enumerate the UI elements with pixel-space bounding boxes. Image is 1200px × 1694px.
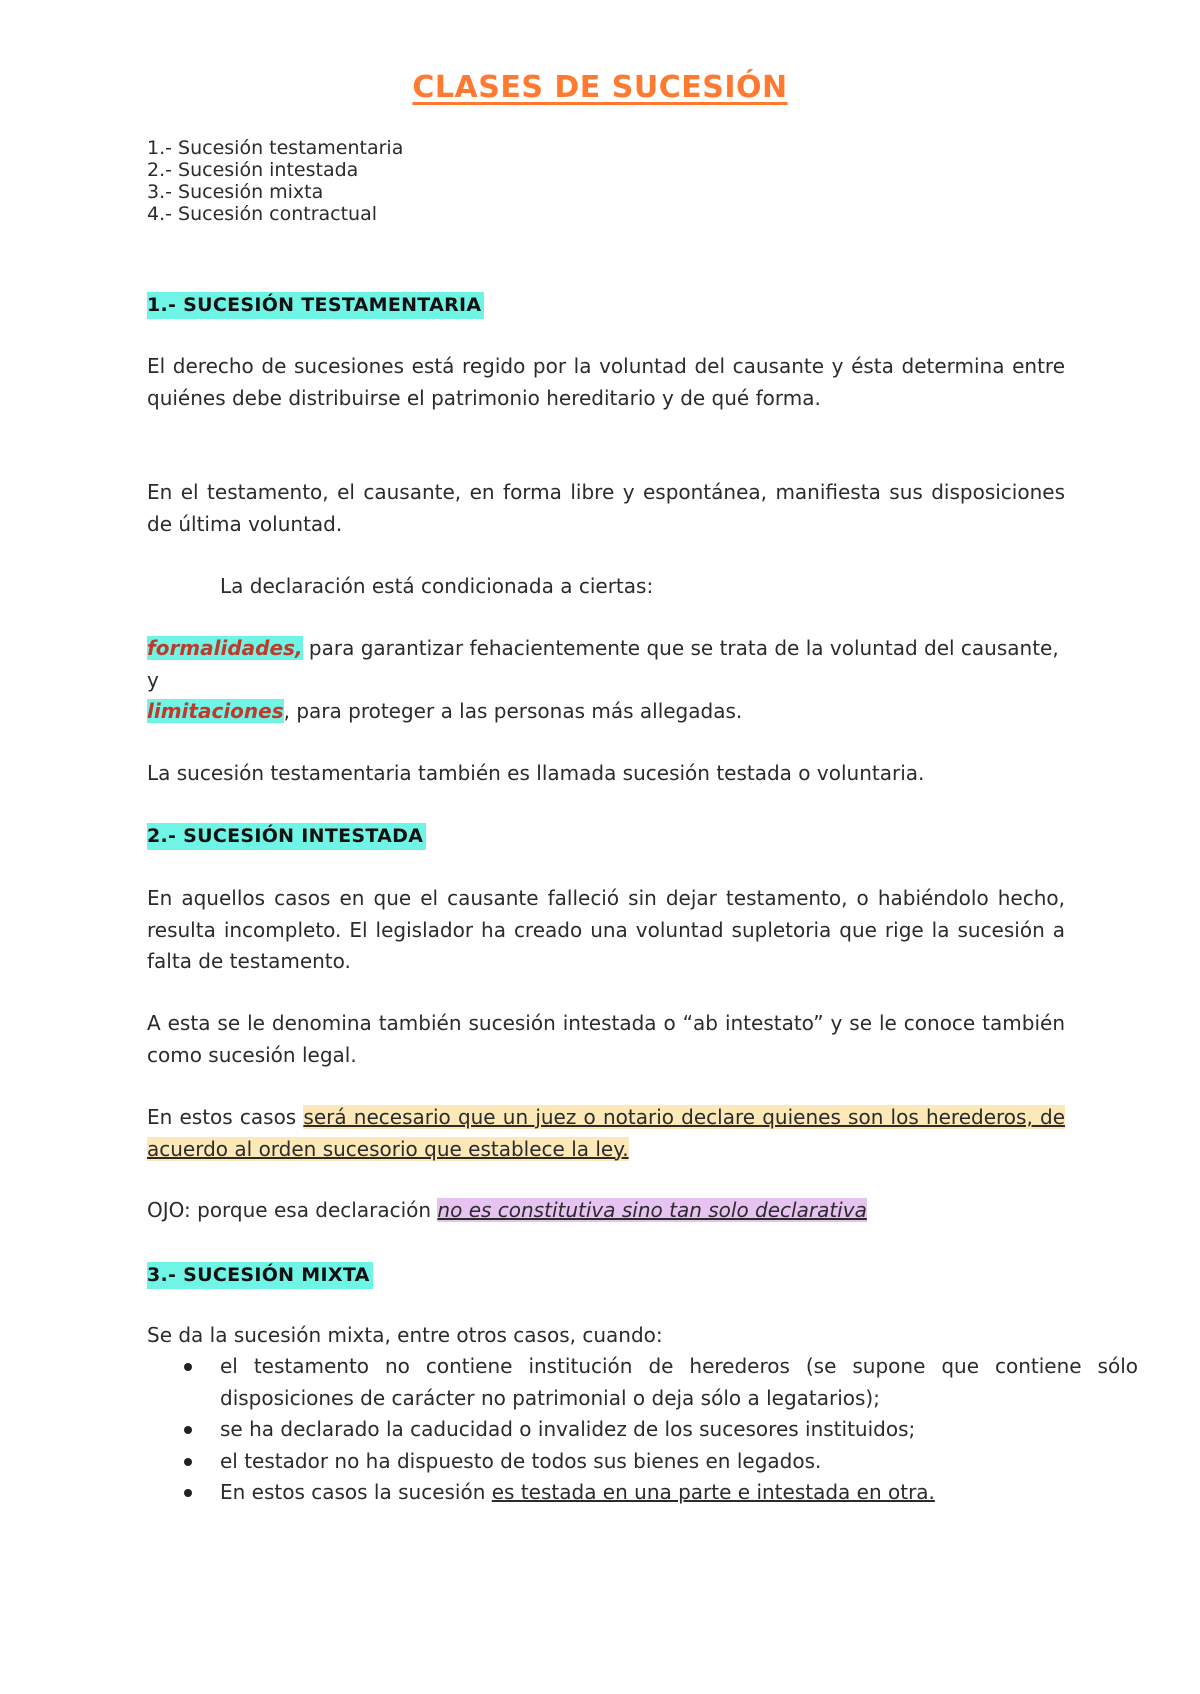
paragraph: En el testamento, el causante, en forma libre y espontánea, manifiesta sus disposiciones de última voluntad. bbox=[147, 480, 1065, 536]
paragraph: La sucesión testamentaria también es llamada sucesión testada o voluntaria. bbox=[147, 761, 925, 785]
toc-item: 1.- Sucesión testamentaria bbox=[147, 137, 404, 159]
highlight-violet: no es constitutiva sino tan solo declarativa bbox=[437, 1198, 867, 1222]
bullet-icon bbox=[184, 1426, 192, 1434]
toc-item: 3.- Sucesión mixta bbox=[147, 181, 324, 203]
bullet-icon bbox=[184, 1489, 192, 1497]
underlined-text: es testada en una parte e intestada en otra. bbox=[491, 1480, 935, 1504]
bullet-list bbox=[147, 1351, 1138, 1509]
paragraph-formalidades: formalidades, para garantizar fehacientemente que se trata de la voluntad del causante, y bbox=[147, 636, 1059, 692]
section-heading-intestada: 2.- SUCESIÓN INTESTADA bbox=[147, 823, 426, 850]
paragraph: A esta se le denomina también sucesión intestada o “ab intestato” y se le conoce también como sucesión legal. bbox=[147, 1011, 1065, 1067]
list-item: el testamento no contiene institución de herederos (se supone que contiene sólo disposiciones de carácter no patrimonial o deja sólo a legatarios); bbox=[220, 1351, 1138, 1414]
paragraph-highlight-yellow: En estos casos será necesario que un juez o notario declare quienes son los herederos, de acuerdo al orden sucesorio que establece la ley. bbox=[147, 1105, 1065, 1161]
toc-item: 4.- Sucesión contractual bbox=[147, 203, 378, 225]
list-item: En estos casos la sucesión es testada en una parte e intestada en otra. bbox=[220, 1477, 1138, 1509]
toc-item: 2.- Sucesión intestada bbox=[147, 159, 359, 181]
paragraph-indented: La declaración está condicionada a ciertas: bbox=[220, 574, 654, 598]
paragraph: En aquellos casos en que el causante falleció sin dejar testamento, o habiéndolo hecho, resulta incompleto. El legislador ha creado una voluntad supletoria que rige la sucesión a falta de testamento. bbox=[147, 886, 1065, 973]
document-title: CLASES DE SUCESIÓN bbox=[412, 70, 788, 105]
paragraph: El derecho de sucesiones está regido por la voluntad del causante y ésta determina entre quiénes debe distribuirse el patrimonio hereditario y de qué forma. bbox=[147, 354, 1065, 410]
paragraph: Se da la sucesión mixta, entre otros casos, cuando: bbox=[147, 1323, 663, 1347]
list-item: el testador no ha dispuesto de todos sus bienes en legados. bbox=[220, 1446, 1138, 1478]
term-formalidades: formalidades, bbox=[147, 636, 303, 660]
bullet-icon bbox=[184, 1363, 192, 1371]
section-heading-mixta: 3.- SUCESIÓN MIXTA bbox=[147, 1262, 373, 1289]
list-item: se ha declarado la caducidad o invalidez de los sucesores instituidos; bbox=[220, 1414, 1138, 1446]
paragraph-limitaciones: limitaciones, para proteger a las personas más allegadas. bbox=[147, 699, 743, 723]
table-of-contents bbox=[147, 137, 403, 225]
highlight-yellow: será necesario que un juez o notario declare quienes son los herederos, de acuerdo al orden sucesorio que establece la ley. bbox=[147, 1105, 1065, 1161]
paragraph-ojo: OJO: porque esa declaración no es constitutiva sino tan solo declarativa bbox=[147, 1198, 867, 1222]
bullet-icon bbox=[184, 1458, 192, 1466]
term-limitaciones: limitaciones bbox=[147, 699, 284, 723]
section-heading-testamentaria: 1.- SUCESIÓN TESTAMENTARIA bbox=[147, 292, 484, 319]
